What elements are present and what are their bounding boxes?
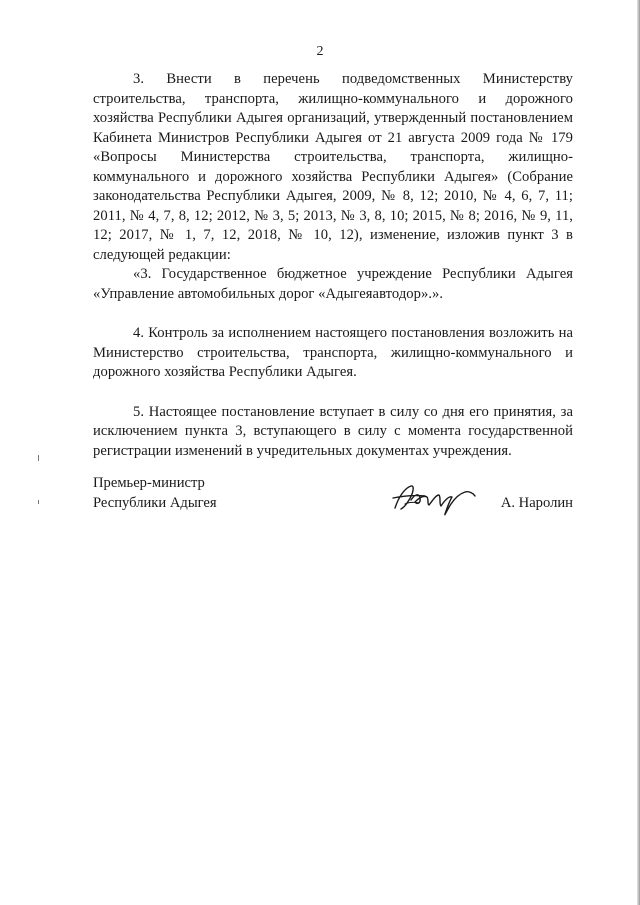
scan-mark: [38, 500, 39, 504]
scan-mark: [38, 455, 39, 461]
paragraph-4: 4. Контроль за исполнением настоящего постановления возложить на Министерство строительства, транспорта, жилищно-коммунального и дорожного хозяйства Республики Адыгея.: [93, 325, 573, 380]
signatory-position-line2: Республики Адыгея: [93, 494, 217, 511]
signatory-position-line1: Премьер-министр: [93, 475, 205, 491]
paragraph-3: 3. Внести в перечень подведомственных Министерству строительства, транспорта, жилищно-коммунального и дорожного хозяйства Республики Адыгея организаций, утвержденный постановлением Кабинета Министров Республики Адыгея от 21 августа 2009 года № 179 «Вопросы Министерства строительства, транспорта, жилищно-коммунального и дорожного хозяйства Республики Адыгея» (Собрание законодательства Республики Адыгея, 2009, № 8, 12; 2010, № 4, 6, 7, 11; 2011, № 4, 7, 8, 12; 2012, № 3, 5; 2013, № 3, 8, 10; 2015, № 8; 2016, № 9, 11, 12; 2017, № 1, 7, 12, 2018, № 10, 12), изменение, изложив пункт 3 в следующей редакции:: [93, 71, 573, 263]
paragraph-3-quote: «3. Государственное бюджетное учреждение Республики Адыгея «Управление автомобильных дорог «Адыгеяавтодор».».: [93, 266, 573, 302]
signatory-name: А. Наролин: [500, 495, 573, 511]
paragraph-5: 5. Настоящее постановление вступает в силу со дня его принятия, за исключением пункта 3, вступающего в силу с момента государственной регистрации изменений в учредительных документах учреждения.: [93, 403, 573, 459]
signature-block: [93, 474, 573, 534]
handwritten-signature-icon: [389, 478, 481, 518]
page-number: 2: [316, 44, 324, 59]
document-body: [93, 70, 573, 461]
signatory-position: [93, 474, 217, 513]
